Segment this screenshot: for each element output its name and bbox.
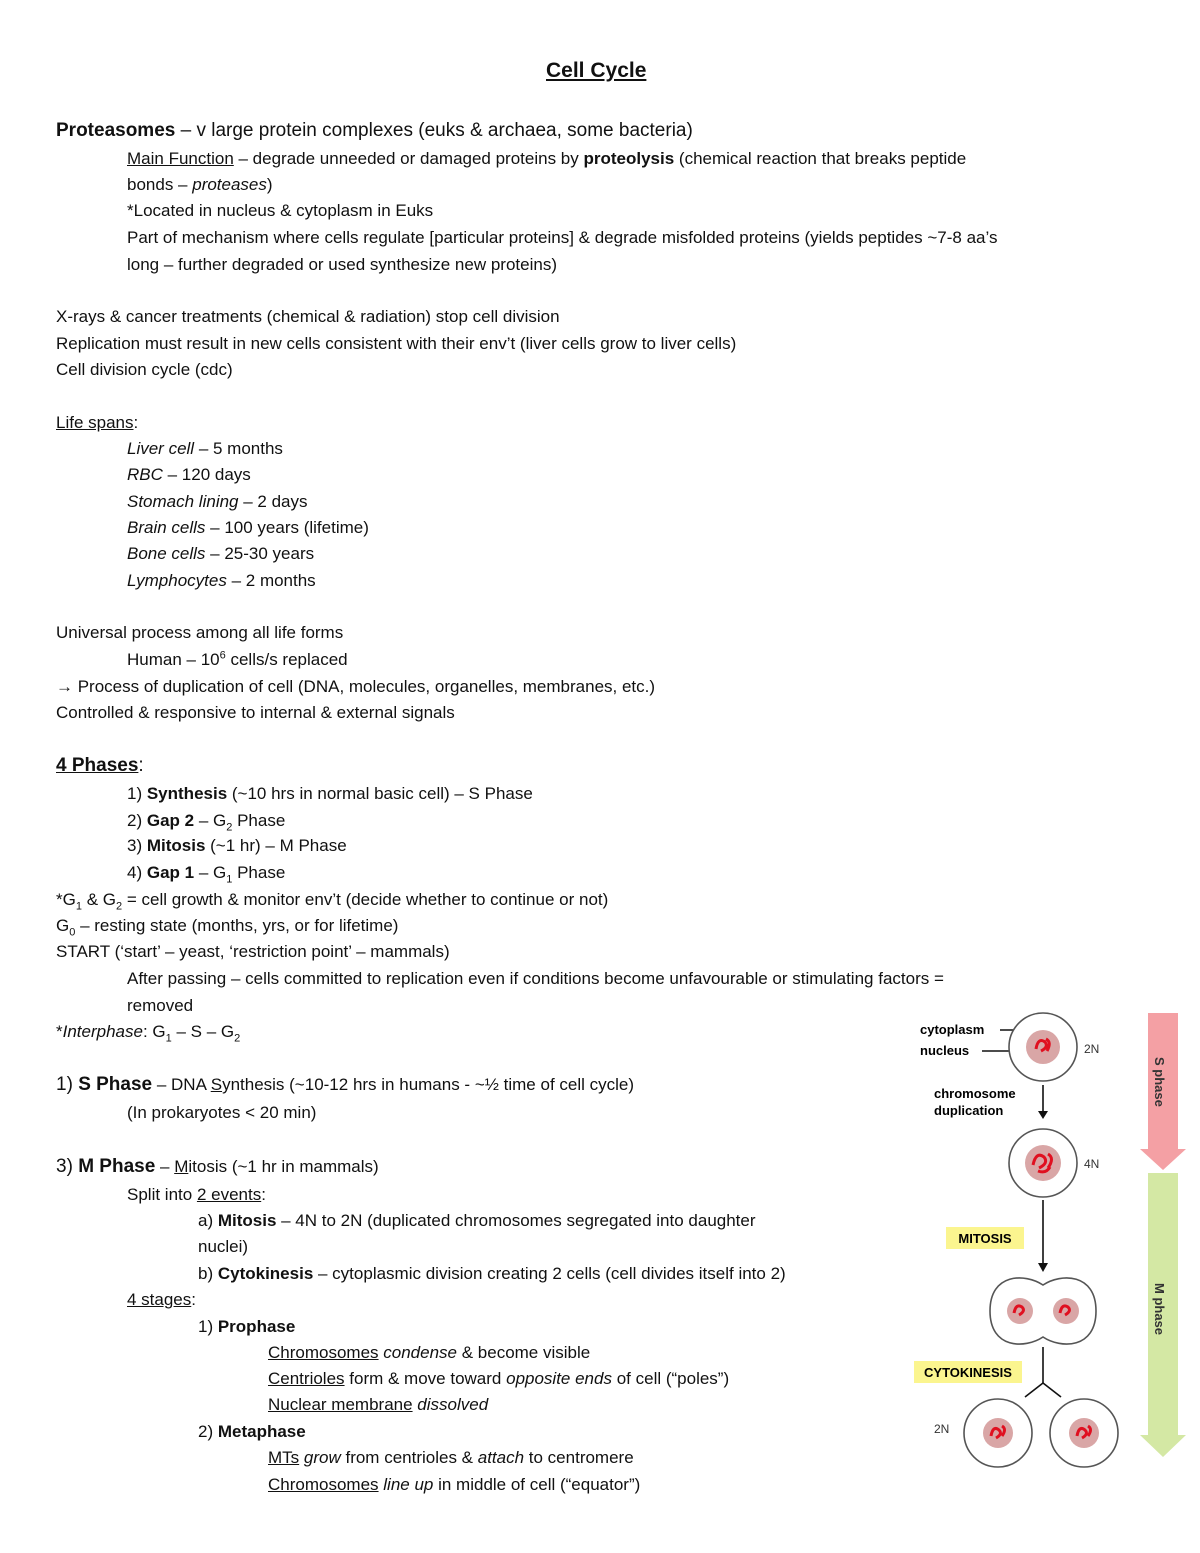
text: grow	[299, 1448, 341, 1467]
text: attach	[477, 1448, 525, 1467]
phase-name: Gap 2	[146, 811, 195, 830]
text: 1)	[127, 784, 147, 803]
lifespan-value: – 2 months	[226, 571, 316, 590]
prophase-item	[268, 1368, 729, 1390]
nucleus-top	[1026, 1030, 1060, 1064]
dup-label-1: chromosome	[934, 1086, 1016, 1101]
text: :	[133, 413, 139, 432]
metaphase-heading	[198, 1421, 306, 1443]
universal-line: Universal process among all life forms	[56, 623, 344, 642]
text: – S – G	[171, 1022, 235, 1041]
text: 1)	[56, 1074, 79, 1095]
arrow-3-left	[1025, 1383, 1043, 1397]
event-name: Cytokinesis	[217, 1264, 314, 1283]
stages-heading	[127, 1289, 196, 1311]
phase-item	[127, 783, 533, 805]
text: Phase	[232, 863, 286, 882]
phase-item	[127, 810, 285, 832]
m-phase-label: M phase	[1152, 1283, 1167, 1336]
lifespan-value: – 5 months	[194, 439, 283, 458]
subscript: 0	[69, 926, 76, 939]
text: = cell growth & monitor env’t (decide whether to continue or not)	[122, 890, 609, 909]
text: 4)	[127, 863, 147, 882]
text: form & move toward	[344, 1369, 507, 1388]
nucleus-right	[1053, 1298, 1079, 1324]
process-line	[56, 676, 655, 698]
text: of cell (“poles”)	[611, 1369, 730, 1388]
sphase-name: S Phase	[78, 1074, 153, 1095]
xrays-line: X-rays & cancer treatments (chemical & radiation) stop cell division	[56, 307, 560, 326]
main-function-line-2	[127, 174, 273, 196]
mphase-name: M Phase	[78, 1156, 156, 1177]
text: (~1 hr) – M Phase	[205, 836, 347, 855]
mphase-heading	[56, 1156, 379, 1178]
lifespan-item	[127, 517, 369, 539]
text: & become visible	[457, 1343, 591, 1362]
lifespan-name: Brain cells	[127, 518, 206, 537]
main-function-line	[127, 148, 966, 170]
s-phase-label: S phase	[1152, 1057, 1167, 1107]
text: 2)	[198, 1422, 218, 1441]
text: –	[155, 1157, 175, 1176]
after-line-2: removed	[127, 996, 194, 1015]
lifespan-name: Lymphocytes	[127, 571, 227, 590]
nucleus-left	[1007, 1298, 1033, 1324]
dividing-cell	[990, 1278, 1096, 1344]
text: – cytoplasmic division creating 2 cells (cell divides itself into 2)	[313, 1264, 786, 1283]
stage-name: Metaphase	[217, 1422, 306, 1441]
cytokinesis-label: CYTOKINESIS	[924, 1365, 1012, 1380]
page-title: Cell Cycle	[546, 59, 647, 82]
text: – G	[194, 863, 227, 882]
lifespan-name: Liver cell	[127, 439, 195, 458]
lifespans-heading-text: Life spans	[56, 413, 134, 432]
proteasomes-line	[56, 120, 693, 142]
text: 2)	[127, 811, 147, 830]
text: (~10 hrs in normal basic cell) – S Phase	[227, 784, 533, 803]
text: – degrade unneeded or damaged proteins by	[233, 149, 584, 168]
split-line	[127, 1184, 266, 1206]
text: line up	[378, 1475, 434, 1494]
text: MTs	[268, 1448, 300, 1467]
subscript: 2	[115, 900, 123, 913]
phases-heading	[56, 755, 144, 777]
cell-cycle-diagram	[900, 1005, 1190, 1475]
text: Phase	[232, 811, 286, 830]
arrow-1-head	[1038, 1111, 1048, 1119]
lifespan-item	[127, 543, 314, 565]
sphase-heading	[56, 1074, 634, 1096]
lifespan-name: RBC	[127, 465, 163, 484]
phases-heading-text: 4 Phases	[56, 755, 139, 776]
text: (chemical reaction that breaks peptide	[674, 149, 967, 168]
g1g2-line	[56, 889, 608, 911]
lifespan-value: – 25-30 years	[205, 544, 315, 563]
text: Process of duplication of cell (DNA, molecules, organelles, membranes, etc.)	[73, 677, 656, 696]
text: :	[261, 1185, 266, 1204]
controlled-line: Controlled & responsive to internal & external signals	[56, 703, 455, 722]
part-line-1: Part of mechanism where cells regulate [particular proteins] & degrade misfolded proteins (yields peptides ~7-8 aa’s	[127, 228, 998, 247]
main-function-label: Main Function	[127, 149, 234, 168]
subscript: 1	[226, 873, 233, 886]
arrow-icon: →	[56, 677, 73, 696]
interphase-line	[56, 1021, 240, 1043]
exponent: 6	[219, 649, 226, 662]
text: ynthesis (~10-12 hrs in humans - ~½ time of cell cycle)	[222, 1075, 635, 1094]
lifespan-item	[127, 491, 308, 513]
nucleus-label: nucleus	[920, 1043, 970, 1058]
text: & G	[81, 890, 116, 909]
nucleus-4n	[1025, 1145, 1061, 1181]
located-line: *Located in nucleus & cytoplasm in Euks	[127, 201, 434, 220]
text: S	[210, 1075, 223, 1094]
prophase-item	[268, 1342, 590, 1364]
interphase-term: Interphase	[62, 1022, 143, 1041]
prophase-heading	[198, 1316, 295, 1338]
lifespan-item	[127, 570, 316, 592]
phase-name: Mitosis	[146, 836, 206, 855]
lifespan-value: – 2 days	[238, 492, 308, 511]
lifespan-item	[127, 438, 283, 460]
text: *G	[56, 890, 76, 909]
subscript: 2	[234, 1032, 241, 1045]
subscript: 1	[165, 1032, 172, 1045]
daughter-nucleus-right	[1069, 1418, 1099, 1448]
part-line-2: long – further degraded or used synthesize new proteins)	[127, 255, 557, 274]
human-line	[127, 649, 348, 671]
n2-bottom-label: 2N	[934, 1422, 950, 1436]
subscript: 2	[226, 821, 233, 834]
proteasomes-term: Proteasomes	[56, 120, 176, 141]
lifespans-heading	[56, 412, 138, 434]
text: dissolved	[412, 1395, 489, 1414]
dup-label-2: duplication	[934, 1103, 1004, 1118]
metaphase-item	[268, 1447, 634, 1469]
lifespan-name: Stomach lining	[127, 492, 239, 511]
text: M	[174, 1157, 189, 1176]
text: from centrioles &	[340, 1448, 478, 1467]
text: in middle of cell (“equator”)	[433, 1475, 641, 1494]
phase-name: Synthesis	[146, 784, 228, 803]
phase-item	[127, 862, 285, 884]
lifespan-item	[127, 464, 251, 486]
text: Split into	[127, 1185, 197, 1204]
text: *	[56, 1022, 63, 1041]
text: G	[56, 916, 70, 935]
text: Chromosomes	[268, 1343, 379, 1362]
proteolysis-term: proteolysis	[583, 149, 675, 168]
text: – DNA	[152, 1075, 211, 1094]
proteases-term: proteases	[192, 175, 267, 194]
event-name: Mitosis	[217, 1211, 277, 1230]
text: 1)	[198, 1317, 218, 1336]
text: – G	[194, 811, 227, 830]
lifespan-value: – 100 years (lifetime)	[205, 518, 369, 537]
cytoplasm-label: cytoplasm	[920, 1022, 985, 1037]
text: opposite ends	[506, 1369, 612, 1388]
replication-line: Replication must result in new cells consistent with their env’t (liver cells grow to liver cells)	[56, 334, 737, 353]
mitosis-label: MITOSIS	[958, 1231, 1012, 1246]
g0-line	[56, 915, 398, 937]
n4-label: 4N	[1084, 1157, 1100, 1171]
stage-name: Prophase	[217, 1317, 296, 1336]
text: 4 stages	[127, 1290, 192, 1309]
text: a)	[198, 1211, 218, 1230]
text: 3)	[56, 1156, 79, 1177]
lifespan-name: Bone cells	[127, 544, 206, 563]
text: :	[191, 1290, 196, 1309]
phase-item	[127, 835, 347, 857]
prokaryotes-line: (In prokaryotes < 20 min)	[127, 1103, 317, 1122]
daughter-nucleus-left	[983, 1418, 1013, 1448]
phase-name: Gap 1	[146, 863, 195, 882]
after-line-1: After passing – cells committed to replication even if conditions become unfavourable or stimulating factors =	[127, 969, 944, 988]
text: 3)	[127, 836, 147, 855]
n2-top-label: 2N	[1084, 1042, 1100, 1056]
text: )	[266, 175, 273, 194]
text: : G	[142, 1022, 166, 1041]
text: cells/s replaced	[225, 650, 348, 669]
text: Human – 10	[127, 650, 220, 669]
subscript: 1	[75, 900, 82, 913]
metaphase-item	[268, 1474, 640, 1496]
prophase-item	[268, 1394, 488, 1416]
text: 2 events	[196, 1185, 262, 1204]
arrow-3-right	[1043, 1383, 1061, 1397]
text: – resting state (months, yrs, or for lifetime)	[75, 916, 399, 935]
text: to centromere	[524, 1448, 634, 1467]
text: Chromosomes	[268, 1475, 379, 1494]
arrow-2-head	[1038, 1263, 1048, 1272]
proteasomes-def: – v large protein complexes (euks & archaea, some bacteria)	[175, 120, 693, 141]
event-a-line-2: nuclei)	[198, 1237, 249, 1256]
text: Centrioles	[268, 1369, 345, 1388]
lifespan-value: – 120 days	[162, 465, 251, 484]
event-b-line	[198, 1263, 786, 1285]
start-line: START (‘start’ – yeast, ‘restriction point’ – mammals)	[56, 942, 450, 961]
text: Nuclear membrane	[268, 1395, 413, 1414]
text: :	[138, 755, 144, 776]
event-a-line-1	[198, 1210, 756, 1232]
cdc-line: Cell division cycle (cdc)	[56, 360, 233, 379]
text: condense	[378, 1343, 457, 1362]
text: b)	[198, 1264, 218, 1283]
text: bonds –	[127, 175, 193, 194]
text: itosis (~1 hr in mammals)	[188, 1157, 379, 1176]
text: – 4N to 2N (duplicated chromosomes segregated into daughter	[276, 1211, 756, 1230]
